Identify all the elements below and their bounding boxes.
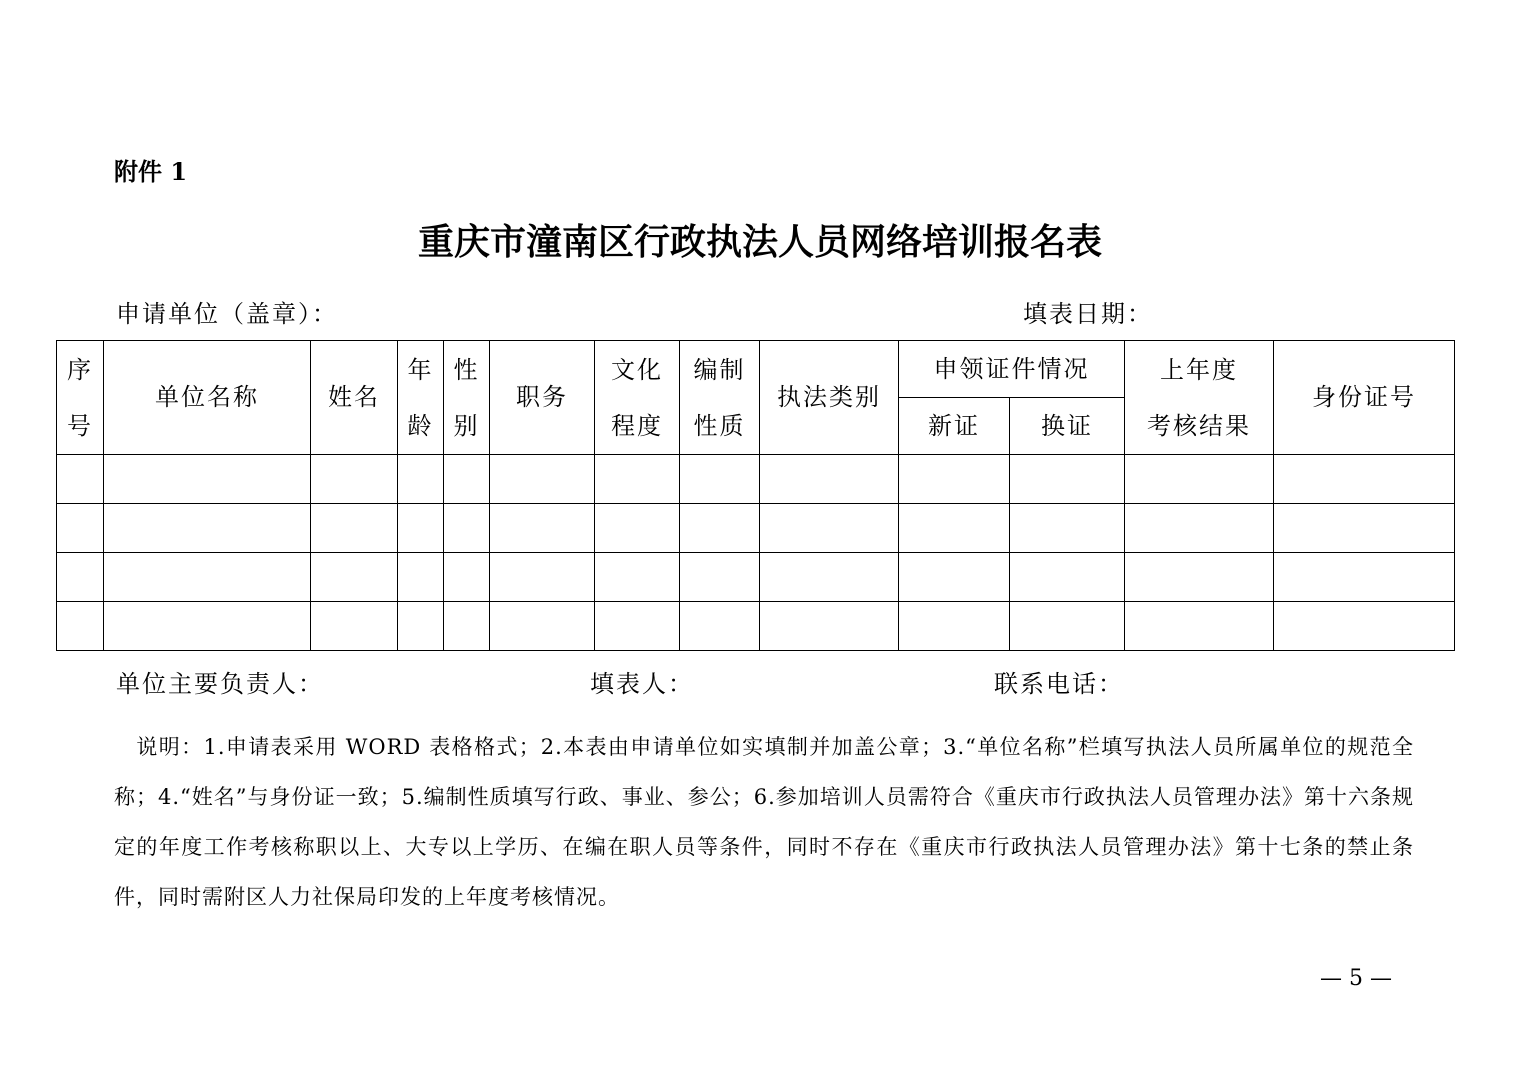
table-cell[interactable] bbox=[104, 602, 311, 651]
header-gender: 性 别 bbox=[444, 341, 490, 455]
table-cell[interactable] bbox=[680, 455, 760, 504]
table-cell[interactable] bbox=[1125, 553, 1274, 602]
table-cell[interactable] bbox=[490, 553, 595, 602]
table-cell[interactable] bbox=[595, 553, 680, 602]
table-row bbox=[57, 553, 1455, 602]
header-seq: 序 号 bbox=[57, 341, 104, 455]
table-cell[interactable] bbox=[444, 553, 490, 602]
header-unit-name: 单位名称 bbox=[104, 341, 311, 455]
table-cell[interactable] bbox=[104, 504, 311, 553]
header-new-cert: 新证 bbox=[899, 398, 1010, 455]
table-cell[interactable] bbox=[398, 504, 444, 553]
table-cell[interactable] bbox=[899, 504, 1010, 553]
table-cell[interactable] bbox=[760, 504, 899, 553]
header-row bbox=[57, 341, 1455, 398]
table-cell[interactable] bbox=[680, 602, 760, 651]
table-cell[interactable] bbox=[398, 602, 444, 651]
table-cell[interactable] bbox=[490, 455, 595, 504]
table-cell[interactable] bbox=[311, 455, 398, 504]
instructions-text: 说明：1.申请表采用 WORD 表格格式；2.本表由申请单位如实填制并加盖公章；3.“单位名称”栏填写执法人员所属单位的规范全称；4.“姓名”与身份证一致；5.编制性质填写行政、事业、参公；6.参加培训人员需符合《重庆市行政执法人员管理办法》第十六条规定的年度工作考核称职以上、大专以上学历、在编在职人员等条件，同时不存在《重庆市行政执法人员管理办法》第十七条的禁止条件，同时需附区人力社保局印发的上年度考核情况。 bbox=[114, 735, 1414, 909]
header-age: 年 龄 bbox=[398, 341, 444, 455]
header-position: 职务 bbox=[490, 341, 595, 455]
page-number: — 5 — bbox=[1320, 966, 1392, 991]
table-cell[interactable] bbox=[1274, 504, 1455, 553]
table-cell[interactable] bbox=[1010, 504, 1125, 553]
table-row bbox=[57, 455, 1455, 504]
attachment-label: 附件 1 bbox=[114, 157, 188, 186]
header-enforcement-type: 执法类别 bbox=[760, 341, 899, 455]
table-cell[interactable] bbox=[398, 455, 444, 504]
table-cell[interactable] bbox=[680, 553, 760, 602]
table-cell[interactable] bbox=[595, 455, 680, 504]
table-cell[interactable] bbox=[1125, 602, 1274, 651]
registration-table bbox=[56, 340, 1455, 651]
table-cell[interactable] bbox=[57, 504, 104, 553]
table-cell[interactable] bbox=[311, 602, 398, 651]
table-cell[interactable] bbox=[398, 553, 444, 602]
table-cell[interactable] bbox=[1125, 455, 1274, 504]
table-cell[interactable] bbox=[1125, 504, 1274, 553]
table-cell[interactable] bbox=[104, 553, 311, 602]
table-cell[interactable] bbox=[1274, 455, 1455, 504]
header-name: 姓名 bbox=[311, 341, 398, 455]
table-cell[interactable] bbox=[444, 602, 490, 651]
header-id-number: 身份证号 bbox=[1274, 341, 1455, 455]
table-cell[interactable] bbox=[760, 553, 899, 602]
table-cell[interactable] bbox=[760, 602, 899, 651]
unit-leader-label: 单位主要负责人： bbox=[116, 670, 324, 698]
table-cell[interactable] bbox=[899, 455, 1010, 504]
form-title: 重庆市潼南区行政执法人员网络培训报名表 bbox=[417, 221, 1102, 263]
table-cell[interactable] bbox=[57, 455, 104, 504]
table-cell[interactable] bbox=[1010, 455, 1125, 504]
contact-phone-label: 联系电话： bbox=[994, 670, 1124, 698]
table-cell[interactable] bbox=[490, 602, 595, 651]
table-cell[interactable] bbox=[490, 504, 595, 553]
table-cell[interactable] bbox=[899, 553, 1010, 602]
table-cell[interactable] bbox=[1274, 553, 1455, 602]
table-cell[interactable] bbox=[1010, 602, 1125, 651]
table-cell[interactable] bbox=[444, 455, 490, 504]
header-certificate-group: 申领证件情况 bbox=[899, 341, 1125, 398]
table-cell[interactable] bbox=[1010, 553, 1125, 602]
table-cell[interactable] bbox=[1274, 602, 1455, 651]
table-cell[interactable] bbox=[311, 553, 398, 602]
form-filler-label: 填表人： bbox=[590, 670, 694, 698]
table-cell[interactable] bbox=[899, 602, 1010, 651]
table-cell[interactable] bbox=[595, 504, 680, 553]
fill-date-label: 填表日期： bbox=[1023, 300, 1153, 328]
table-cell[interactable] bbox=[760, 455, 899, 504]
header-staffing: 编制 性质 bbox=[680, 341, 760, 455]
table-cell[interactable] bbox=[311, 504, 398, 553]
table-row bbox=[57, 504, 1455, 553]
header-assessment: 上年度 考核结果 bbox=[1125, 341, 1274, 455]
header-renew-cert: 换证 bbox=[1010, 398, 1125, 455]
table-cell[interactable] bbox=[104, 455, 311, 504]
table-cell[interactable] bbox=[444, 504, 490, 553]
header-education: 文化 程度 bbox=[595, 341, 680, 455]
table-cell[interactable] bbox=[57, 553, 104, 602]
table-cell[interactable] bbox=[57, 602, 104, 651]
table-cell[interactable] bbox=[595, 602, 680, 651]
applicant-unit-label: 申请单位（盖章）： bbox=[116, 300, 338, 328]
table-row bbox=[57, 602, 1455, 651]
table-cell[interactable] bbox=[680, 504, 760, 553]
